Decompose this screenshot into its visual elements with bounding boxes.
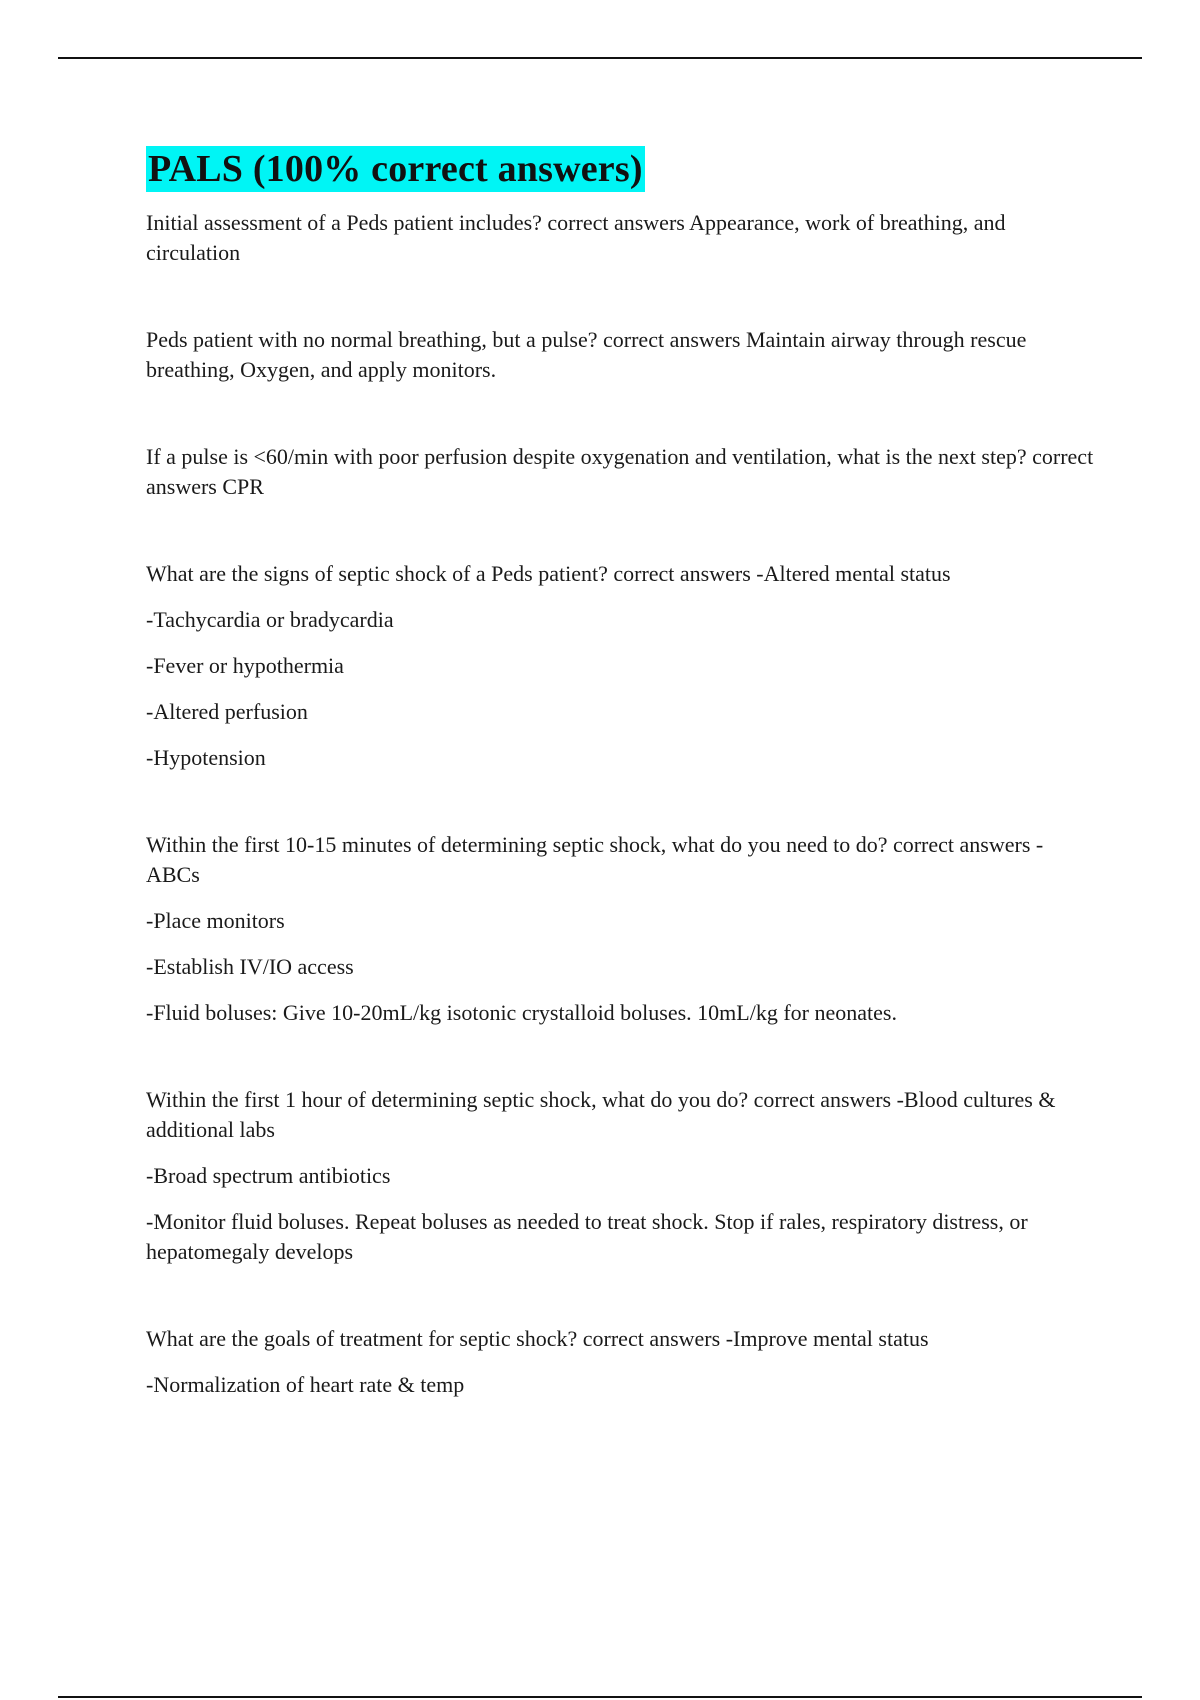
qa-entry	[146, 830, 1096, 1028]
qa-entry	[146, 559, 1096, 773]
qa-entry	[146, 1085, 1096, 1267]
qa-answer-line: -Monitor fluid boluses. Repeat boluses as needed to treat shock. Stop if rales, respiratory distress, or hepatomegaly develops	[146, 1209, 1028, 1264]
qa-entry	[146, 442, 1096, 502]
qa-question: Within the first 1 hour of determining septic shock, what do you do? correct answers -Blood cultures & additional labs	[146, 1087, 1056, 1142]
qa-answer-line: -Place monitors	[146, 908, 285, 933]
qa-answer-line: -Hypotension	[146, 745, 266, 770]
qa-answer-line: -Broad spectrum antibiotics	[146, 1163, 391, 1188]
qa-question: Within the first 10-15 minutes of determining septic shock, what do you need to do? correct answers -ABCs	[146, 832, 1044, 887]
qa-entry	[146, 1324, 1096, 1400]
qa-question: Initial assessment of a Peds patient includes? correct answers Appearance, work of breathing, and circulation	[146, 210, 1006, 265]
qa-list	[146, 208, 1096, 1400]
qa-question: If a pulse is <60/min with poor perfusion despite oxygenation and ventilation, what is the next step? correct answers CPR	[146, 444, 1094, 499]
header-rule	[58, 57, 1142, 59]
qa-answer-line: -Fluid boluses: Give 10-20mL/kg isotonic crystalloid boluses. 10mL/kg for neonates.	[146, 1000, 897, 1025]
qa-answer-line: -Normalization of heart rate & temp	[146, 1372, 465, 1397]
qa-answer-line: -Tachycardia or bradycardia	[146, 607, 394, 632]
qa-answer-line: -Fever or hypothermia	[146, 653, 344, 678]
footer-rule	[58, 1696, 1142, 1698]
qa-question: What are the goals of treatment for septic shock? correct answers -Improve mental status	[146, 1326, 929, 1351]
qa-answer-line: -Altered perfusion	[146, 699, 308, 724]
qa-question: Peds patient with no normal breathing, but a pulse? correct answers Maintain airway through rescue breathing, Oxygen, and apply monitors.	[146, 327, 1027, 382]
document-body	[146, 146, 1096, 1400]
qa-answer-line: -Establish IV/IO access	[146, 954, 354, 979]
qa-question: What are the signs of septic shock of a Peds patient? correct answers -Altered mental status	[146, 561, 951, 586]
qa-entry	[146, 208, 1096, 268]
qa-entry	[146, 325, 1096, 385]
document-title: PALS (100% correct answers)	[148, 148, 643, 190]
